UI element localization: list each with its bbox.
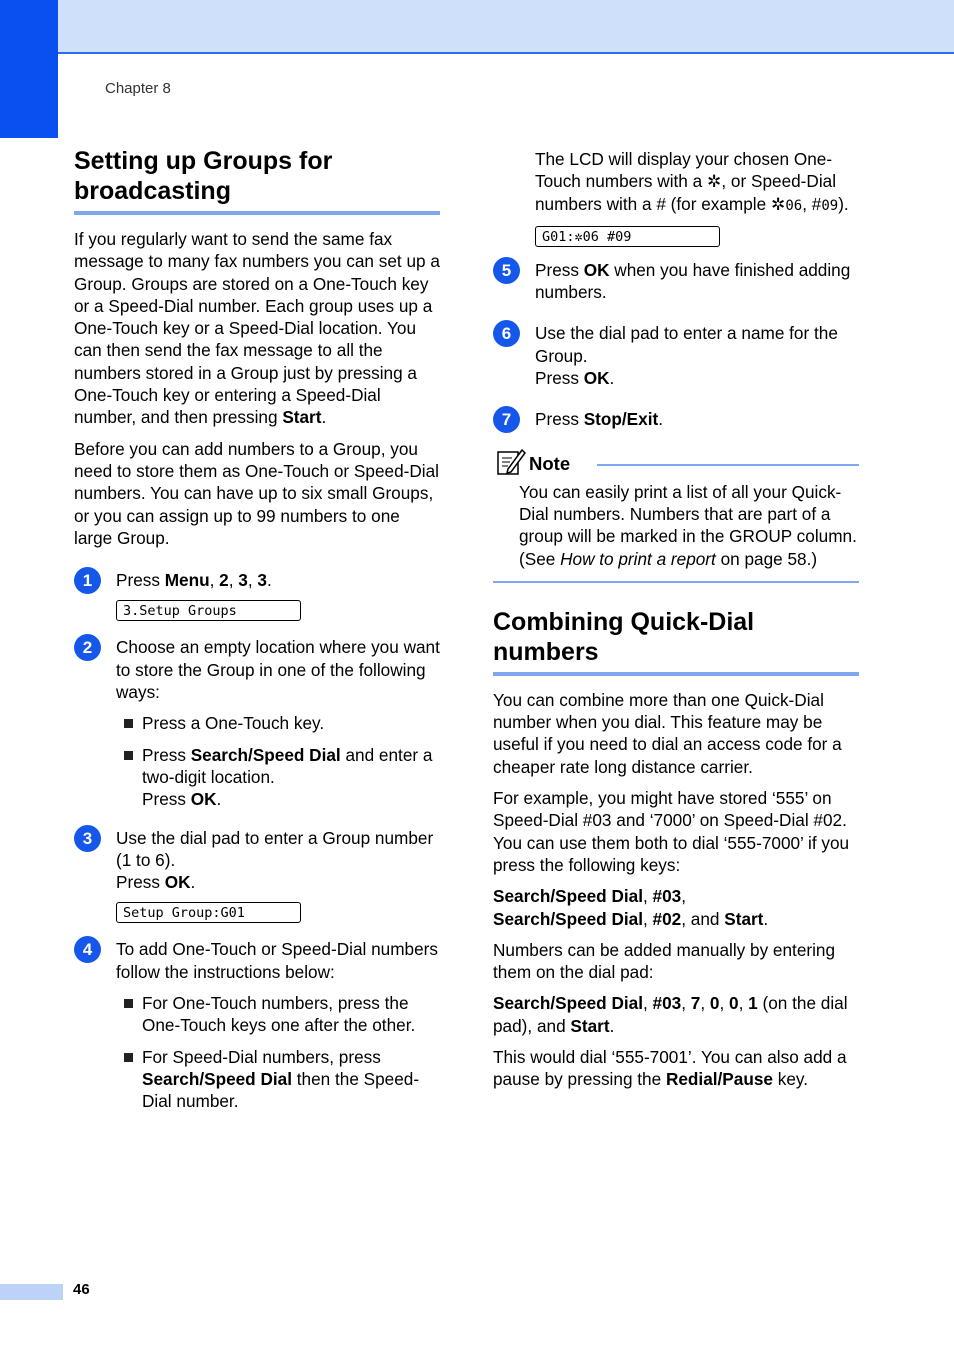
header-bar [0,0,954,54]
chapter-tab [0,0,58,138]
step-number-3: 3 [74,825,101,852]
left-column [74,146,440,1113]
chapter-label: Chapter 8 [105,80,171,97]
step-number-1: 1 [74,567,101,594]
step-2: 2 Choose an empty location where you want to store the Group in one of the following ways: Press a One-Touch key. Press Search/Speed Dial and enter a two-digit location. Press OK. [74,634,440,810]
section-heading-combining: Combining Quick-Dial numbers [493,607,755,666]
step-number-2: 2 [74,634,101,661]
pause-paragraph: This would dial ‘555-7001’. You can also add a pause by pressing the Redial/Pause key. [493,1047,847,1090]
heading-rule [74,211,440,215]
list-item: For Speed-Dial numbers, press Search/Speed Dial then the Speed-Dial number. [116,1046,440,1113]
step-number-5: 5 [493,257,520,284]
lcd-intro-paragraph: The LCD will display your chosen One-Touch numbers with a ✲, or Speed-Dial numbers with a # (for example ✲06, #09). [535,149,849,214]
key-sequence-1: Search/Speed Dial, #03, Search/Speed Dial, #02, and Start. [493,886,769,929]
note-title: Note [529,452,571,474]
step-4: 4 To add One-Touch or Speed-Dial numbers follow the instructions below: For One-Touch numbers, press the One-Touch keys one after the other. For Speed-Dial numbers, press Search/Speed Dial then the Speed-Dial number. [74,936,440,1112]
manual-entry-paragraph: Numbers can be added manually by entering them on the dial pad: [493,939,836,983]
key-sequence-2: Search/Speed Dial, #03, 7, 0, 0, 1 (on the dial pad), and Start. [493,993,848,1036]
combine-intro-paragraph: You can combine more than one Quick-Dial number when you dial. This feature may be useful if you need to dial an access code for a cheaper rate long distance carrier. [493,689,842,777]
note-text: You can easily print a list of all your Quick-Dial numbers. Numbers that are part of a group will be marked in the GROUP column. (See How to print a report on page 58.) [519,481,857,569]
page-number: 46 [73,1281,90,1298]
step-7: 7 Press Stop/Exit. [493,406,859,430]
note-rule [597,464,859,466]
step-number-6: 6 [493,320,520,347]
groups-intro-paragraph: If you regularly want to send the same fax message to many fax numbers you can set up a Group. Groups are stored on a One-Touch key or a Speed-Dial number. Each group uses up a One-Touch key or a Speed-Dial location. You can then send the fax message to all the numbers stored in a Group just by pressing a One-Touch key or entering a Speed-Dial number, and then pressing Start. [74,229,440,428]
lcd-display: Setup Group:G01 [116,902,301,923]
step-3: 3 Use the dial pad to enter a Group number (1 to 6). Press OK. Setup Group:G01 [74,825,440,924]
step-6: 6 Use the dial pad to enter a name for the Group. Press OK. [493,320,859,389]
list-item: Press a One-Touch key. [116,712,440,734]
step-1: 1 Press Menu, 2, 3, 3. 3.Setup Groups [74,567,440,621]
section-heading-groups: Setting up Groups for broadcasting [74,147,333,205]
right-column [493,148,859,1091]
step-number-7: 7 [493,406,520,433]
combine-example-paragraph: For example, you might have stored ‘555’ on Speed-Dial #03 and ‘7000’ on Speed-Dial #02. You can use them both to dial ‘555-7000’ if you press the following keys: [493,788,850,875]
list-item: Press Search/Speed Dial and enter a two-digit location. Press OK. [116,744,440,811]
page-number-bar [0,1284,63,1300]
note-box [493,447,859,583]
lcd-display: 3.Setup Groups [116,600,301,621]
groups-prereq-paragraph: Before you can add numbers to a Group, you need to store them as One-Touch or Speed-Dial numbers. You can have up to six small Groups, or you can assign up to 99 numbers to one large Group. [74,438,439,548]
step-5: 5 Press OK when you have finished adding numbers. [493,257,859,304]
list-item: For One-Touch numbers, press the One-Touch keys one after the other. [116,992,440,1037]
lcd-display: G01:✲06 #09 [535,226,720,247]
step-number-4: 4 [74,936,101,963]
note-pencil-icon [496,447,526,477]
heading-rule [493,672,859,676]
note-bottom-rule [493,581,859,583]
